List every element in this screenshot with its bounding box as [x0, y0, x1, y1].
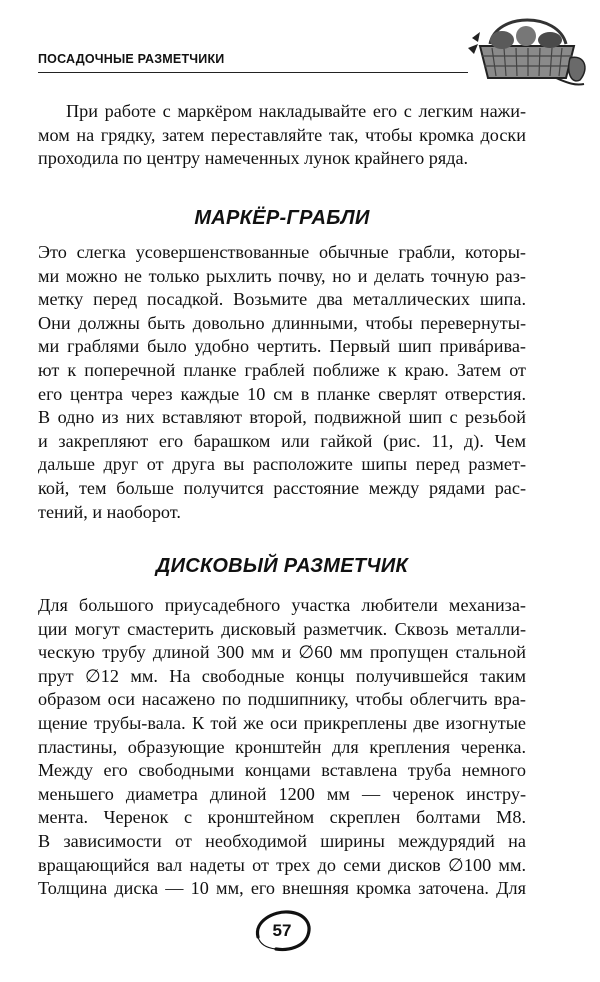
text-line: Для большого приусадебного участка любители механиза- [38, 595, 526, 615]
intro-paragraph [38, 100, 526, 171]
running-head: ПОСАДОЧНЫЕ РАЗМЕТЧИКИ [38, 52, 225, 66]
text-line: ми можно не только рыхлить почву, но и делать точную раз- [38, 265, 526, 286]
text-line: проходила по центру намеченных лунок крайнего ряда. [38, 148, 469, 169]
section-heading-disc-marker: ДИСКОВЫЙ РАЗМЕТЧИК [155, 555, 409, 577]
header-rule [38, 72, 468, 73]
section-paragraph-disc-marker [38, 594, 526, 901]
text-line: вращающийся вал надеты от трех до семи дисков ∅100 мм. [38, 854, 526, 875]
text-line: дальше друг от друга вы расположите шипы перед размет- [38, 454, 526, 475]
text-line: При работе с маркёром накладывайте его с легким нажи- [66, 101, 526, 121]
text-line: щение трубы-вала. К той же оси прикреплены две изогнутые [38, 712, 526, 733]
text-line: и закрепляют его барашком или гайкой (рис. 11, д). Чем [38, 430, 526, 451]
garden-basket-icon [462, 8, 592, 88]
text-line: В одно из них вставляют второй, подвижной шип с резьбой [38, 407, 526, 428]
text-line: ческую трубу длиной 300 мм и ∅60 мм пропущен стальной [38, 642, 526, 663]
text-line: пластины, образующие кронштейн для крепления черенка. [38, 736, 526, 757]
text-line: Толщина диска — 10 мм, его внешняя кромка заточена. Для [38, 878, 526, 899]
page-number: 57 [272, 921, 292, 940]
text-line: ют к поперечной планке граблей поближе к краю. Затем от [38, 359, 526, 380]
text-line: метку перед посадкой. Возьмите два металлических шипа. [38, 289, 526, 310]
text-line: Между его свободными концами вставлена труба немного [38, 760, 526, 781]
section-heading-marker-rake: МАРКЁР-ГРАБЛИ [194, 207, 370, 229]
text-line: кой, тем больше получится расстояние между рядами рас- [38, 477, 526, 498]
text-line: мента. Черенок с кронштейном скреплен болтами М8. [38, 807, 526, 828]
text-line: В зависимости от необходимой ширины междурядий на [38, 830, 526, 851]
text-line: ми граблями было удобно чертить. Первый шип привáрива- [38, 336, 526, 357]
text-line: образом оси насажено по подшипнику, чтобы облегчить вра- [38, 689, 526, 710]
text-line: тений, и наоборот. [38, 501, 181, 522]
text-line: Они должны быть довольно длинными, чтобы перевернуты- [38, 312, 526, 333]
text-line: прут ∅12 мм. На свободные концы получившейся таким [38, 665, 526, 686]
text-line: его центра через каждые 10 см в планке сверлят отверстия. [38, 383, 526, 404]
text-line: ции могут смастерить дисковый разметчик. Сквозь металли- [38, 618, 526, 639]
text-line: мом на грядку, затем переставляйте так, чтобы кромка доски [38, 124, 526, 145]
text-line: меньшего диаметра длиной 1200 мм — черенок инстру- [38, 783, 526, 804]
text-line: Это слегка усовершенствованные обычные грабли, которы- [38, 242, 526, 262]
section-paragraph-marker-rake [38, 241, 526, 524]
